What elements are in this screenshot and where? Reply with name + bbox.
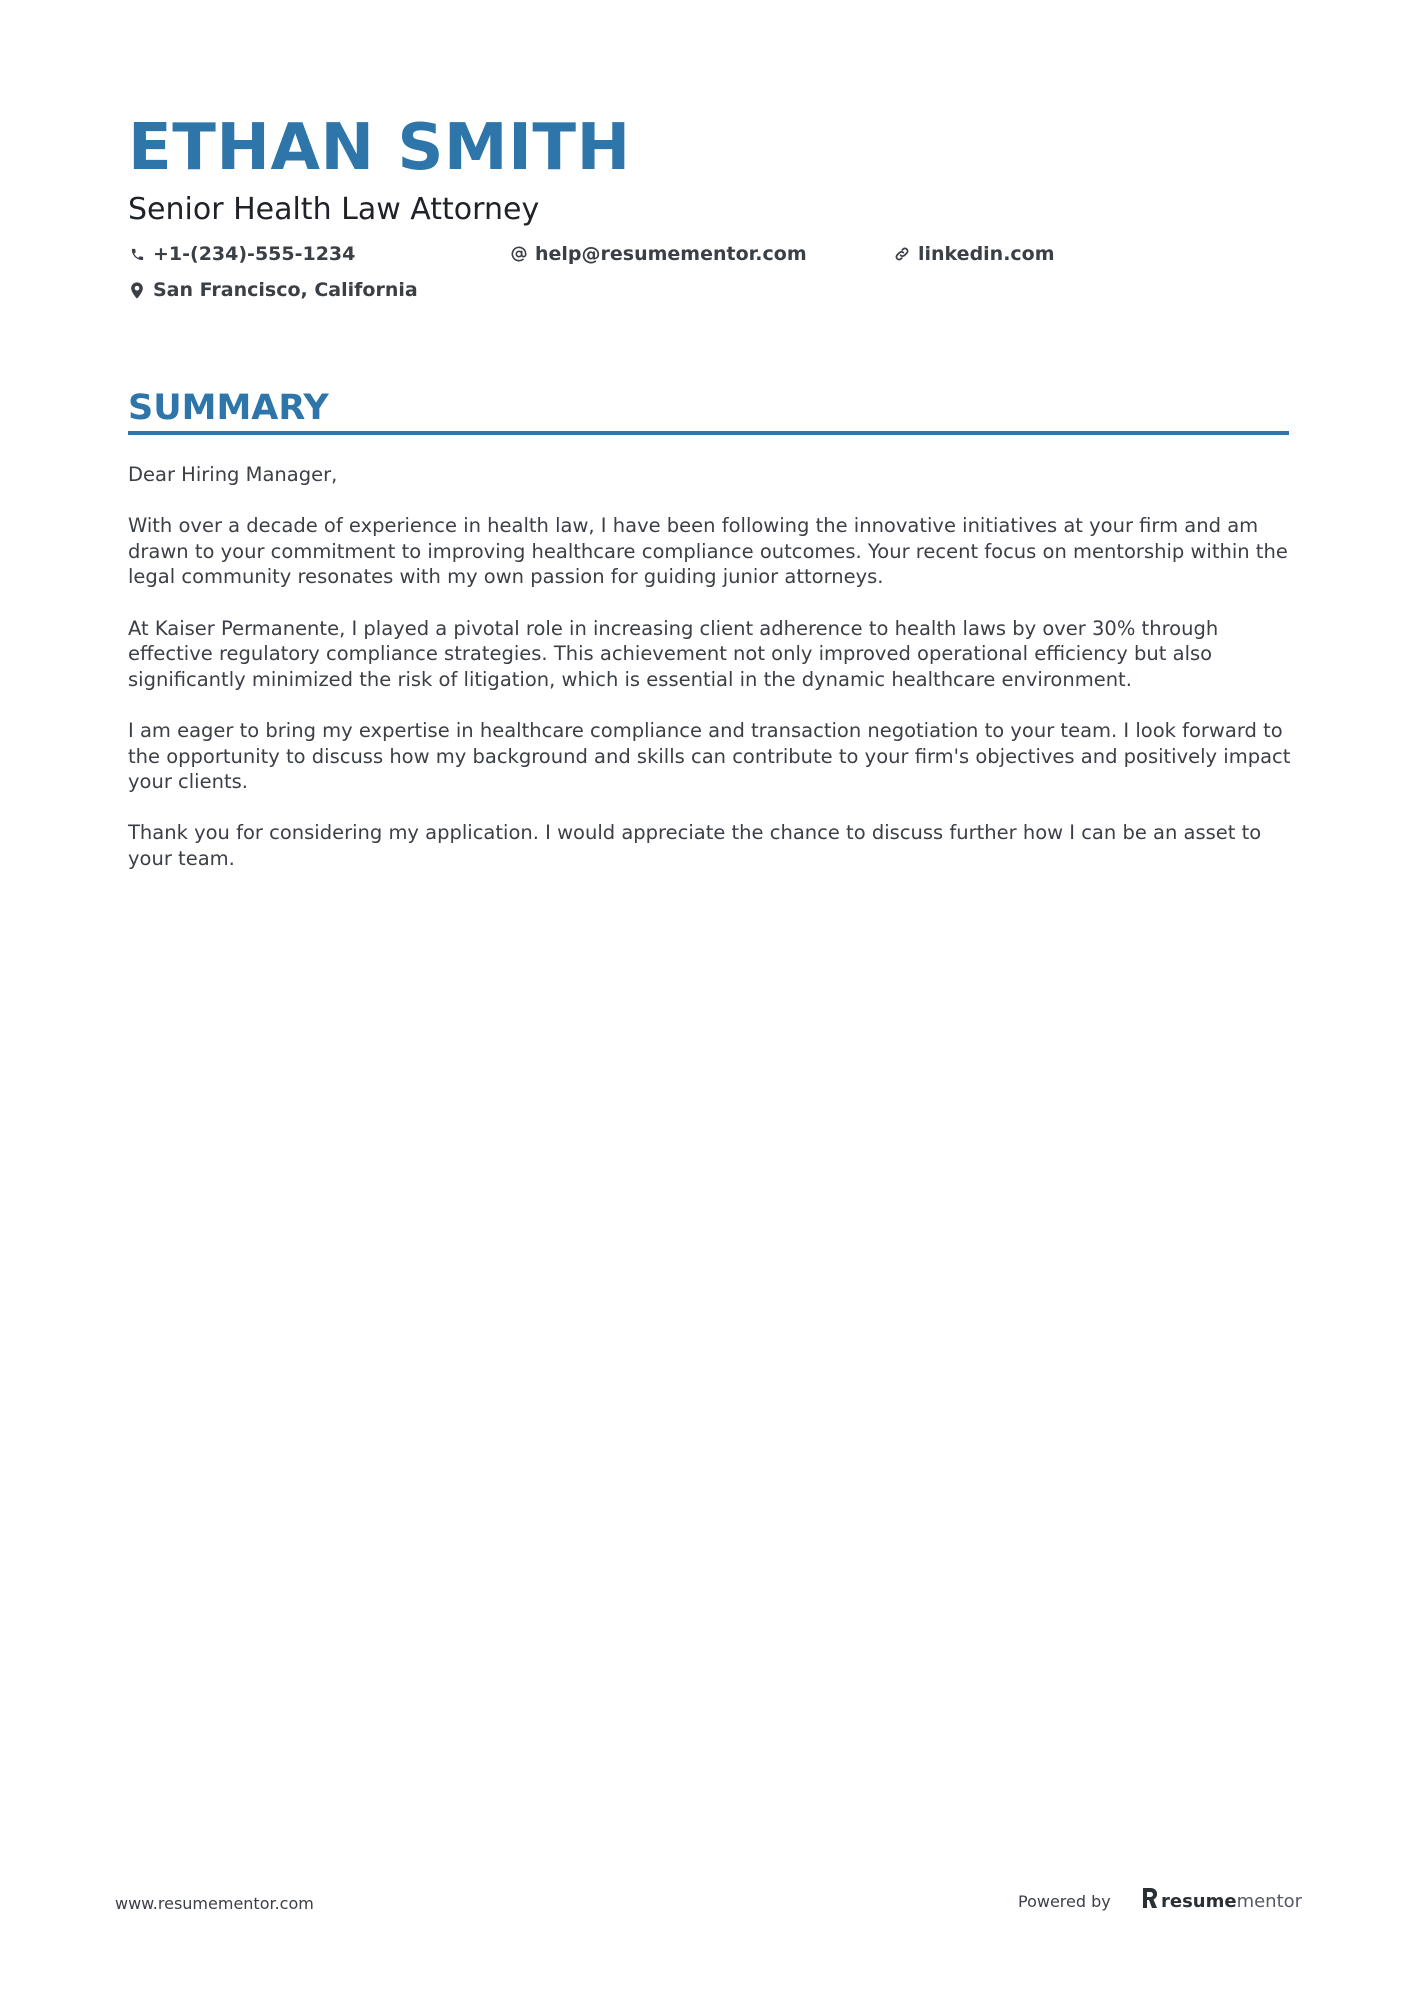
section-divider [128,431,1289,435]
brand-name-bold: resume [1161,1891,1237,1912]
brand-name-light: mentor [1236,1891,1303,1912]
contact-phone [129,241,355,267]
letter-paragraph: With over a decade of experience in health law, I have been following the innovative initiatives at your firm and am drawn to your commitment to improving healthcare compliance outcomes. Your recent focus on mentorship within the legal community resonates with my own passion for guiding junior attorneys. [128,514,1288,589]
letter-body [128,462,1293,897]
letter-paragraph: I am eager to bring my expertise in healthcare compliance and transaction negotiation to your team. I look forward to the opportunity to discuss how my background and skills can contribute to your firm's objectives and positively impact your clients. [128,718,1291,794]
location-text: San Francisco, California [153,279,418,301]
letter-salutation: Dear Hiring Manager, [128,463,338,486]
map-pin-icon [129,282,145,298]
brand-mark-icon [1141,1888,1157,1916]
letter-paragraph: At Kaiser Permanente, I played a pivotal role in increasing client adherence to health laws by over 30% through effective regulatory compliance strategies. This achievement not only improved operational efficiency but also significantly minimized the risk of litigation, which is essential in the dynamic healthcare environment. [128,616,1219,691]
phone-icon [129,246,145,262]
phone-text: +1-(234)-555-1234 [153,243,356,265]
contact-website[interactable] [894,241,1055,267]
job-title: Senior Health Law Attorney [128,192,540,227]
candidate-name: ETHAN SMITH [128,111,631,185]
website-link[interactable]: linkedin.com [918,243,1055,265]
link-icon [894,246,910,262]
letter-closing: Thank you for considering my application. I would appreciate the chance to discuss further how I can be an asset to your team. [128,821,1262,870]
email-link[interactable]: help@resumementor.com [535,243,807,265]
brand-logo[interactable] [1141,1888,1302,1916]
contact-email[interactable] [511,241,807,267]
powered-by-label: Powered by [1018,1892,1111,1911]
footer-website-link[interactable]: www.resumementor.com [115,1894,314,1913]
summary-heading: SUMMARY [128,388,329,428]
contact-location [129,277,418,303]
at-icon [511,246,527,262]
